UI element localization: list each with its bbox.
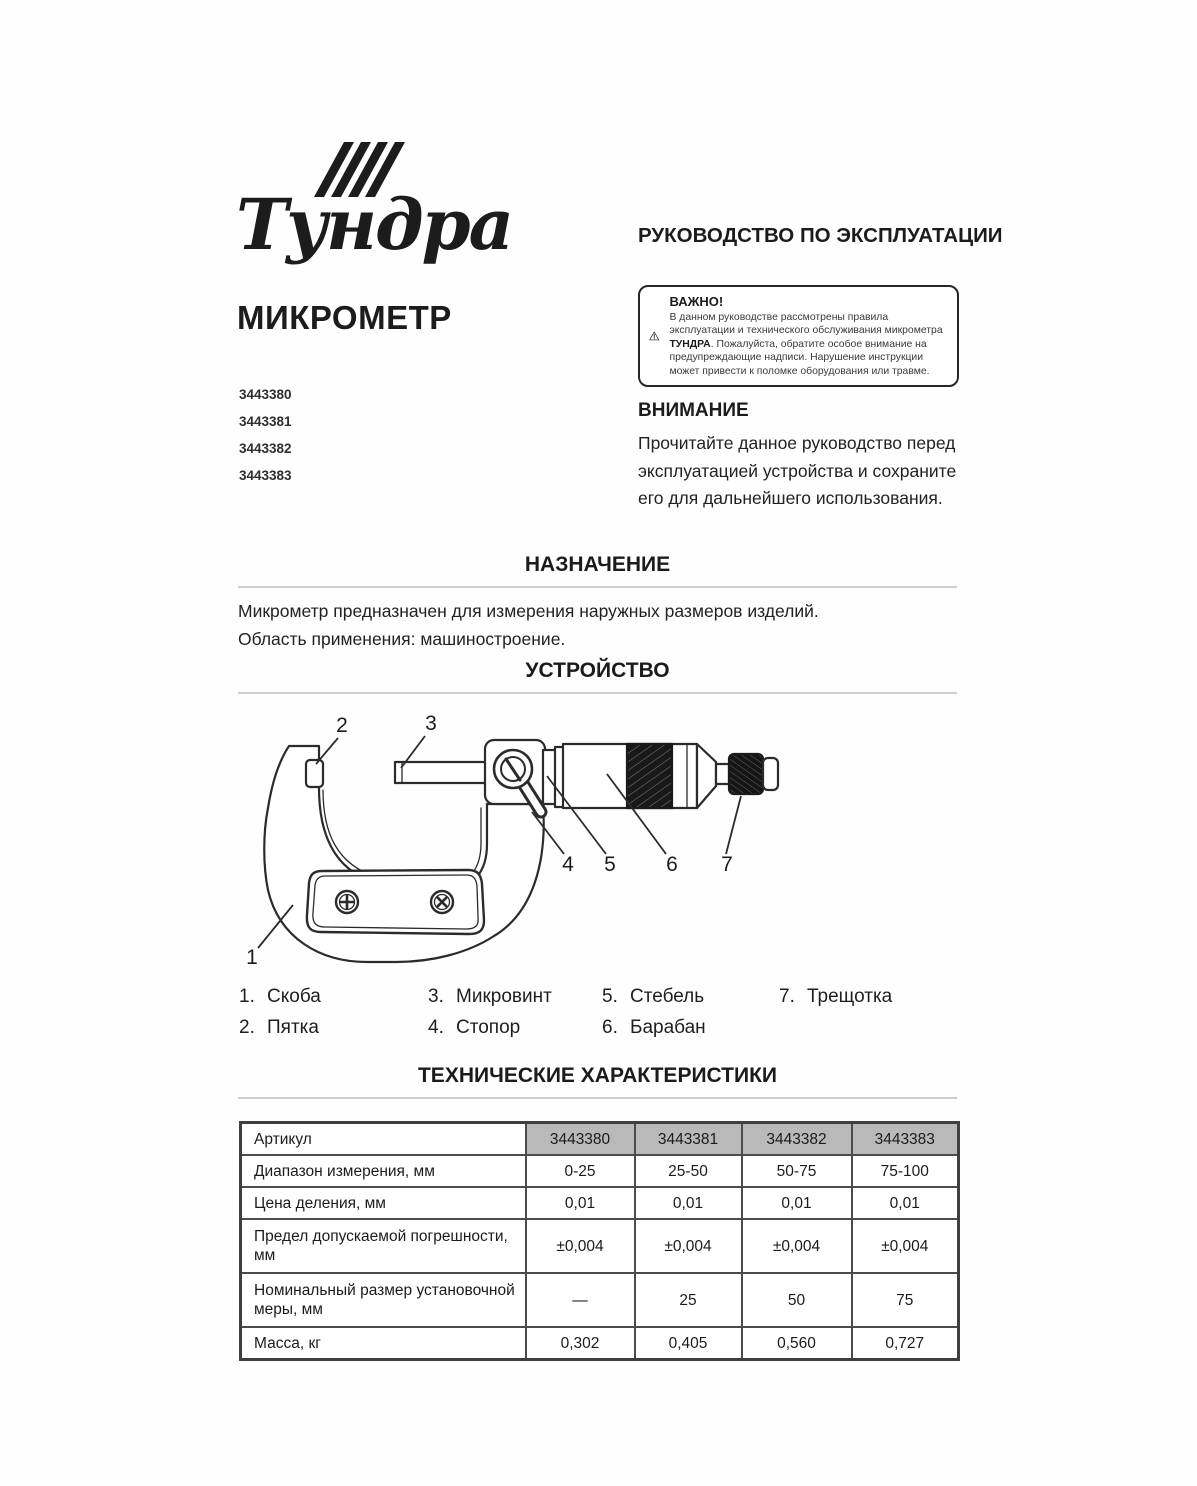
- attention-title: ВНИМАНИЕ: [638, 400, 749, 421]
- important-content: [669, 294, 947, 378]
- table-row: [241, 1155, 959, 1187]
- spec-row-label: Цена деления, мм: [241, 1187, 526, 1219]
- table-row: [241, 1327, 959, 1360]
- spec-cell: 0,405: [635, 1327, 742, 1360]
- micrometer-diagram: [235, 712, 795, 986]
- page-title: МИКРОМЕТР: [237, 299, 452, 336]
- spec-cell: ±0,004: [742, 1219, 852, 1273]
- section-title-device: УСТРОЙСТВО: [525, 659, 670, 682]
- spec-cell: 75-100: [852, 1155, 959, 1187]
- spec-cell: —: [526, 1273, 635, 1327]
- part-item-5: 5. Стебель: [602, 986, 705, 1007]
- spec-row-label: Масса, кг: [241, 1327, 526, 1360]
- spec-col-header: 3443382: [742, 1123, 852, 1156]
- purpose-line-2: Область применения: машиностроение.: [238, 629, 566, 649]
- spec-cell: 0,01: [635, 1187, 742, 1219]
- callout-6: 6: [666, 853, 678, 876]
- spec-cell: 50: [742, 1273, 852, 1327]
- doc-title: РУКОВОДСТВО ПО ЭКСПЛУАТАЦИИ: [638, 224, 1003, 247]
- important-brand: ТУНДРА: [669, 338, 711, 350]
- table-row: [241, 1187, 959, 1219]
- attention-text: Прочитайте данное руководство перед эксплуатацией устройства и сохраните его для дальнейшего использования.: [638, 433, 957, 508]
- divider: [238, 586, 957, 588]
- callout-3: 3: [425, 712, 437, 735]
- spec-cell: ±0,004: [526, 1219, 635, 1273]
- spec-col-header: 3443381: [635, 1123, 742, 1156]
- important-title: ВАЖНО!: [669, 294, 724, 309]
- purpose-line-1: Микрометр предназначен для измерения наружных размеров изделий.: [238, 601, 819, 621]
- important-text: В данном руководстве рассмотрены правила эксплуатации и технического обслуживания микрометра ТУНДРА. Пожалуйста, обратите особое внимание на предупреждающие надписи. Нарушение инструкции может привести к поломке оборудования или травме.: [669, 312, 943, 377]
- spec-cell: ±0,004: [852, 1219, 959, 1273]
- article-number: 3443381: [239, 414, 292, 429]
- spec-cell: 0,302: [526, 1327, 635, 1360]
- spec-row-label: Предел допускаемой погрешности, мм: [241, 1219, 526, 1273]
- callout-4: 4: [562, 853, 574, 876]
- spec-row-label: Артикул: [241, 1123, 526, 1156]
- spec-cell: 25-50: [635, 1155, 742, 1187]
- part-item-4: 4. Стопор: [428, 1017, 521, 1038]
- divider: [238, 692, 957, 694]
- part-item-2: 2. Пятка: [239, 1017, 319, 1038]
- spec-cell: 50-75: [742, 1155, 852, 1187]
- spec-cell: 75: [852, 1273, 959, 1327]
- section-title-specs: ТЕХНИЧЕСКИЕ ХАРАКТЕРИСТИКИ: [417, 1064, 778, 1087]
- spec-row-label: Номинальный размер установочной меры, мм: [241, 1273, 526, 1327]
- spec-cell: 0-25: [526, 1155, 635, 1187]
- spec-cell: 0,727: [852, 1327, 959, 1360]
- table-row: [241, 1123, 959, 1156]
- table-row: [241, 1273, 959, 1327]
- table-row: [241, 1219, 959, 1273]
- callout-5: 5: [604, 853, 616, 876]
- spec-cell: ±0,004: [635, 1219, 742, 1273]
- spec-cell: 0,560: [742, 1327, 852, 1360]
- spec-col-header: 3443383: [852, 1123, 959, 1156]
- warning-triangle-icon: [649, 314, 659, 358]
- part-item-3: 3. Микровинт: [428, 986, 552, 1007]
- part-item-6: 6. Барабан: [602, 1017, 706, 1038]
- article-list: [239, 381, 292, 489]
- callout-1: 1: [246, 946, 258, 969]
- section-title-purpose: НАЗНАЧЕНИЕ: [524, 553, 671, 576]
- brand-logo: Тундра: [236, 183, 512, 266]
- important-box: [638, 285, 959, 387]
- divider: [238, 1097, 957, 1099]
- article-number: 3443383: [239, 468, 292, 483]
- spec-cell: 0,01: [742, 1187, 852, 1219]
- spec-cell: 0,01: [526, 1187, 635, 1219]
- specs-table: [239, 1121, 960, 1361]
- part-item-7: 7. Трещотка: [779, 986, 893, 1007]
- article-number: 3443382: [239, 441, 292, 456]
- spec-row-label: Диапазон измерения, мм: [241, 1155, 526, 1187]
- article-number: 3443380: [239, 387, 292, 402]
- spec-col-header: 3443380: [526, 1123, 635, 1156]
- part-item-1: 1. Скоба: [239, 986, 321, 1007]
- spec-cell: 25: [635, 1273, 742, 1327]
- callout-2: 2: [336, 714, 348, 737]
- callout-7: 7: [721, 853, 733, 876]
- spec-cell: 0,01: [852, 1187, 959, 1219]
